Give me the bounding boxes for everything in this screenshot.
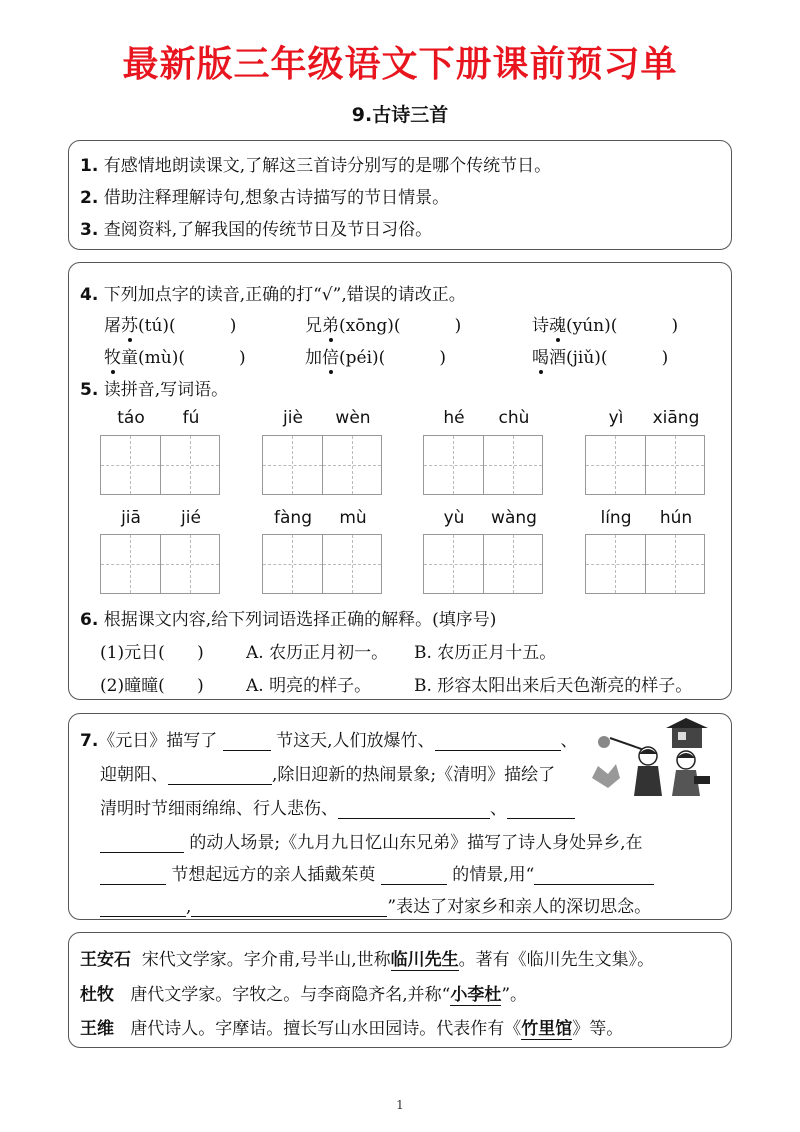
author-du-mu: 杜牧 唐代文学家。字牧之。与李商隐齐名,并称“小李杜”。: [80, 985, 528, 1005]
answer-blank[interactable]: [534, 866, 654, 885]
pinyin-label: líng: [600, 508, 632, 528]
q7-line-4: 的动人场景;《九月九日忆山东兄弟》描写了诗人身处异乡,在: [100, 828, 643, 853]
answer-blank[interactable]: ( ): [610, 316, 679, 336]
author-wang-wei: 王维 唐代诗人。字摩诘。擅长写山水田园诗。代表作有《竹里馆》等。: [80, 1019, 624, 1039]
pinyin-label: hé: [443, 408, 465, 428]
pinyin-label: wàng: [491, 508, 537, 528]
answer-blank[interactable]: [191, 898, 387, 917]
pinyin-label: xiāng: [652, 408, 700, 428]
writing-grid[interactable]: [423, 534, 543, 594]
pinyin-label: mù: [339, 508, 367, 528]
answer-blank[interactable]: [435, 732, 561, 751]
question-6: 6. 根据课文内容,给下列词语选择正确的解释。(填序号): [80, 610, 497, 630]
pronunciation-item: 屠苏(tú)( ): [104, 311, 236, 336]
answer-blank[interactable]: ( ): [169, 316, 237, 336]
answer-blank[interactable]: ( ): [393, 316, 462, 336]
answer-blank[interactable]: ( ): [378, 348, 446, 368]
pinyin-label: wèn: [335, 408, 371, 428]
author-wang-anshi: 王安石 宋代文学家。字介甫,号半山,世称临川先生。著有《临川先生文集》。: [80, 950, 655, 970]
page-number: 1: [396, 1098, 404, 1112]
word-item: (2)曈曈( ): [100, 676, 204, 696]
pinyin-label: fàng: [274, 508, 312, 528]
q7-line-3: 清明时节细雨绵绵、行人悲伤、 、: [100, 794, 575, 819]
task-2: 2. 借助注释理解诗句,想象古诗描写的节日情景。: [80, 188, 450, 208]
writing-grid[interactable]: [100, 534, 220, 594]
pronunciation-item: 兄弟(xōng)( ): [305, 311, 461, 336]
lesson-title: 9.古诗三首: [351, 104, 449, 126]
firecracker-children-illustration: [590, 718, 728, 798]
answer-blank[interactable]: [338, 800, 490, 819]
pinyin-label: fú: [182, 408, 200, 428]
writing-grid[interactable]: [262, 534, 382, 594]
answer-blank[interactable]: ( ): [178, 348, 246, 368]
answer-blank[interactable]: [507, 800, 575, 819]
answer-blank[interactable]: [223, 732, 271, 751]
q7-line-5: 节想起远方的亲人插戴茱萸 的情景,用“: [100, 860, 654, 885]
q7-line-2: 迎朝阳、 ,除旧迎新的热闹景象;《清明》描绘了: [100, 765, 556, 785]
q7-line-1: 7.《元日》描写了 节这天,人们放爆竹、 、: [80, 731, 578, 751]
pronunciation-item: 牧童(mù)( ): [104, 343, 246, 368]
answer-blank[interactable]: [100, 898, 186, 917]
pronunciation-item: 诗魂(yún)( ): [532, 311, 678, 336]
writing-grid[interactable]: [423, 435, 543, 495]
answer-blank[interactable]: [168, 766, 272, 785]
option-b: B. 农历正月十五。: [414, 643, 557, 663]
page-title: 最新版三年级语文下册课前预习单: [122, 44, 678, 85]
question-4: 4. 下列加点字的读音,正确的打“√”,错误的请改正。: [80, 285, 466, 305]
pinyin-label: yù: [443, 508, 465, 528]
pinyin-label: jiè: [283, 408, 303, 428]
pinyin-label: yì: [608, 408, 624, 428]
definition-row: [100, 671, 693, 696]
answer-blank[interactable]: [100, 834, 184, 853]
question-5: 5. 读拼音,写词语。: [80, 380, 229, 400]
pronunciation-item: 喝酒(jiǔ)( ): [532, 343, 668, 368]
writing-grid[interactable]: [100, 435, 220, 495]
writing-grid[interactable]: [585, 534, 705, 594]
answer-blank[interactable]: ( ): [600, 348, 669, 368]
task-3: 3. 查阅资料,了解我国的传统节日及节日习俗。: [80, 220, 433, 240]
definition-row: [100, 638, 557, 663]
writing-grid[interactable]: [585, 435, 705, 495]
q7-line-6: , ”表达了对家乡和亲人的深切思念。: [100, 892, 651, 917]
option-a: A. 明亮的样子。: [246, 676, 372, 696]
word-item: (1)元日( ): [100, 643, 204, 663]
pinyin-label: táo: [117, 408, 145, 428]
option-a: A. 农历正月初一。: [246, 643, 389, 663]
pinyin-label: jiā: [121, 508, 141, 528]
pinyin-label: chù: [498, 408, 530, 428]
answer-blank[interactable]: [381, 866, 447, 885]
pinyin-label: hún: [659, 508, 693, 528]
answer-blank[interactable]: [100, 866, 166, 885]
writing-grid[interactable]: [262, 435, 382, 495]
pinyin-label: jié: [181, 508, 201, 528]
task-1: 1. 有感情地朗读课文,了解这三首诗分别写的是哪个传统节日。: [80, 156, 552, 176]
pronunciation-item: 加倍(péi)( ): [305, 343, 446, 368]
option-b: B. 形容太阳出来后天色渐亮的样子。: [414, 676, 693, 696]
